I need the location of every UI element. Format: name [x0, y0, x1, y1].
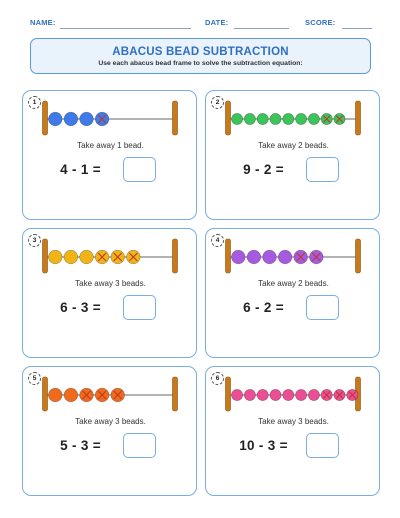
abacus-bead [308, 113, 319, 124]
abacus-frame [206, 229, 381, 277]
abacus-right-rod [356, 101, 361, 135]
date-line [234, 28, 289, 29]
abacus-bead [49, 112, 63, 126]
abacus-frame [23, 91, 198, 139]
abacus-bead [257, 389, 268, 400]
equation-text: 6 - 3 = [60, 300, 101, 315]
abacus-bead [80, 250, 94, 264]
problem-number-badge: 3 [28, 234, 41, 247]
name-label: NAME: [30, 18, 56, 27]
abacus-frame [206, 91, 381, 139]
abacus-bead [232, 113, 243, 124]
date-label: DATE: [205, 18, 229, 27]
problem-card-4 [205, 228, 380, 358]
instruction-text: Take away 1 bead. [77, 141, 144, 150]
problem-card-3 [22, 228, 197, 358]
abacus-bead [278, 250, 292, 264]
abacus-bead [283, 389, 294, 400]
instruction-text: Take away 3 beads. [75, 417, 146, 426]
abacus-left-rod [226, 101, 231, 135]
problem-card-6 [205, 366, 380, 496]
abacus-left-rod [226, 377, 231, 411]
instruction-text: Take away 3 beads. [75, 279, 146, 288]
problem-number-badge: 5 [28, 372, 41, 385]
abacus-bead [49, 250, 63, 264]
instruction-text: Take away 3 beads. [258, 417, 329, 426]
abacus-bead [64, 112, 78, 126]
instruction-text: Take away 2 beads. [258, 141, 329, 150]
abacus-bead [257, 113, 268, 124]
abacus-left-rod [43, 377, 48, 411]
abacus-bead [270, 389, 281, 400]
abacus-bead [308, 389, 319, 400]
abacus-bead [64, 388, 78, 402]
abacus-frame [23, 229, 198, 277]
abacus-bead [49, 388, 63, 402]
equation-text: 10 - 3 = [239, 438, 288, 453]
answer-box[interactable] [123, 157, 156, 182]
problem-card-2 [205, 90, 380, 220]
abacus-bead [283, 113, 294, 124]
problem-number-badge: 2 [211, 96, 224, 109]
answer-box[interactable] [306, 295, 339, 320]
abacus-right-rod [173, 101, 178, 135]
answer-box[interactable] [123, 433, 156, 458]
abacus-bead [80, 112, 94, 126]
instruction-text: Take away 2 beads. [258, 279, 329, 288]
abacus-bead [296, 389, 307, 400]
abacus-bead [244, 389, 255, 400]
title-banner [30, 38, 371, 74]
abacus-bead [247, 250, 261, 264]
problem-card-5 [22, 366, 197, 496]
abacus-right-rod [356, 239, 361, 273]
answer-box[interactable] [123, 295, 156, 320]
abacus-bead [232, 389, 243, 400]
equation-text: 6 - 2 = [243, 300, 284, 315]
abacus-left-rod [226, 239, 231, 273]
problem-number-badge: 1 [28, 96, 41, 109]
abacus-bead [64, 250, 78, 264]
abacus-bead [244, 113, 255, 124]
problem-number-badge: 6 [211, 372, 224, 385]
score-line [342, 28, 372, 29]
abacus-right-rod [173, 377, 178, 411]
worksheet-subtitle: Use each abacus bead frame to solve the subtraction equation: [98, 60, 303, 67]
problem-number-badge: 4 [211, 234, 224, 247]
name-line [60, 28, 191, 29]
abacus-left-rod [43, 239, 48, 273]
problem-card-1 [22, 90, 197, 220]
worksheet-title: ABACUS BEAD SUBTRACTION [112, 46, 289, 58]
abacus-frame [206, 367, 381, 415]
abacus-frame [23, 367, 198, 415]
equation-text: 9 - 2 = [243, 162, 284, 177]
abacus-bead [263, 250, 277, 264]
score-label: SCORE: [305, 18, 336, 27]
equation-text: 5 - 3 = [60, 438, 101, 453]
equation-text: 4 - 1 = [60, 162, 101, 177]
abacus-bead [296, 113, 307, 124]
answer-box[interactable] [306, 157, 339, 182]
answer-box[interactable] [306, 433, 339, 458]
abacus-left-rod [43, 101, 48, 135]
abacus-right-rod [173, 239, 178, 273]
worksheet-header [30, 18, 372, 32]
abacus-bead [270, 113, 281, 124]
abacus-bead [232, 250, 246, 264]
